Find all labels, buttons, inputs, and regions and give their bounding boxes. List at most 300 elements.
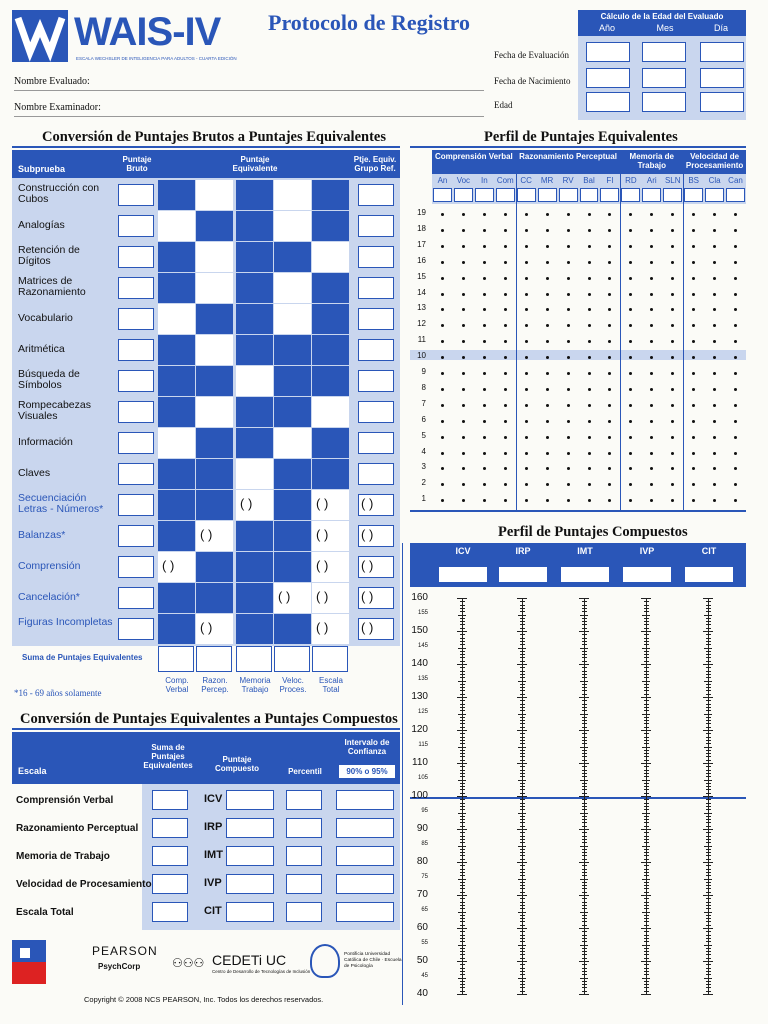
- profile-dot[interactable]: [525, 467, 528, 470]
- profile-dot[interactable]: [692, 277, 695, 280]
- profile-dot[interactable]: [441, 261, 444, 264]
- profile-dot[interactable]: [629, 499, 632, 502]
- profile-score-input[interactable]: [642, 188, 661, 202]
- profile-dot[interactable]: [650, 483, 653, 486]
- interval-input[interactable]: [336, 818, 394, 838]
- profile-dot[interactable]: [525, 372, 528, 375]
- profile-dot[interactable]: [546, 356, 549, 359]
- profile-dot[interactable]: [483, 388, 486, 391]
- profile-dot[interactable]: [546, 436, 549, 439]
- ref-group-input[interactable]: [358, 246, 394, 268]
- profile-dot[interactable]: [629, 467, 632, 470]
- profile-dot[interactable]: [608, 261, 611, 264]
- profile-dot[interactable]: [713, 436, 716, 439]
- profile-dot[interactable]: [588, 467, 591, 470]
- profile-dot[interactable]: [629, 372, 632, 375]
- scaled-score-cell[interactable]: [312, 242, 349, 272]
- raw-score-input[interactable]: [118, 339, 154, 361]
- profile-dot[interactable]: [650, 324, 653, 327]
- composite-input[interactable]: [226, 818, 274, 838]
- profile-dot[interactable]: [588, 261, 591, 264]
- profile-score-input[interactable]: [517, 188, 536, 202]
- profile-dot[interactable]: [483, 213, 486, 216]
- profile-dot[interactable]: [441, 404, 444, 407]
- profile-dot[interactable]: [504, 261, 507, 264]
- profile-dot[interactable]: [504, 467, 507, 470]
- profile-dot[interactable]: [546, 420, 549, 423]
- profile-dot[interactable]: [483, 467, 486, 470]
- profile-dot[interactable]: [713, 308, 716, 311]
- profile-dot[interactable]: [546, 467, 549, 470]
- profile-dot[interactable]: [525, 420, 528, 423]
- profile-dot[interactable]: [483, 356, 486, 359]
- profile-dot[interactable]: [546, 340, 549, 343]
- profile-dot[interactable]: [441, 420, 444, 423]
- profile-dot[interactable]: [504, 388, 507, 391]
- scaled-score-cell[interactable]: [196, 273, 233, 303]
- scaled-score-cell[interactable]: [196, 335, 233, 365]
- raw-score-input[interactable]: [118, 463, 154, 485]
- profile-dot[interactable]: [588, 420, 591, 423]
- profile-dot[interactable]: [713, 277, 716, 280]
- profile-dot[interactable]: [608, 293, 611, 296]
- profile-dot[interactable]: [546, 404, 549, 407]
- profile-dot[interactable]: [567, 467, 570, 470]
- profile-dot[interactable]: [734, 308, 737, 311]
- profile-dot[interactable]: [462, 499, 465, 502]
- profile-dot[interactable]: [441, 229, 444, 232]
- profile-dot[interactable]: [525, 245, 528, 248]
- profile-dot[interactable]: [525, 324, 528, 327]
- profile-dot[interactable]: [671, 467, 674, 470]
- percentile-input[interactable]: [286, 902, 322, 922]
- profile-dot[interactable]: [567, 420, 570, 423]
- profile-dot[interactable]: [567, 499, 570, 502]
- scaled-score-cell[interactable]: [196, 180, 233, 210]
- profile-dot[interactable]: [671, 404, 674, 407]
- profile-dot[interactable]: [483, 436, 486, 439]
- profile-dot[interactable]: [734, 388, 737, 391]
- raw-score-input[interactable]: [118, 184, 154, 206]
- profile-dot[interactable]: [483, 308, 486, 311]
- age-input-box[interactable]: [642, 68, 686, 88]
- profile-score-input[interactable]: [559, 188, 578, 202]
- profile-dot[interactable]: [734, 404, 737, 407]
- profile-dot[interactable]: [713, 452, 716, 455]
- scaled-score-cell[interactable]: [196, 242, 233, 272]
- profile-dot[interactable]: [504, 436, 507, 439]
- scale-sum-input[interactable]: [152, 846, 188, 866]
- profile-dot[interactable]: [650, 293, 653, 296]
- profile-dot[interactable]: [462, 467, 465, 470]
- profile-dot[interactable]: [483, 420, 486, 423]
- profile-dot[interactable]: [567, 372, 570, 375]
- profile-dot[interactable]: [567, 483, 570, 486]
- profile-dot[interactable]: [462, 261, 465, 264]
- profile-dot[interactable]: [650, 388, 653, 391]
- percentile-input[interactable]: [286, 818, 322, 838]
- profile-dot[interactable]: [567, 245, 570, 248]
- percentile-input[interactable]: [286, 874, 322, 894]
- raw-score-input[interactable]: [118, 556, 154, 578]
- sum-input[interactable]: [274, 646, 310, 672]
- profile-dot[interactable]: [588, 293, 591, 296]
- profile-dot[interactable]: [525, 436, 528, 439]
- profile-dot[interactable]: [525, 452, 528, 455]
- profile-dot[interactable]: [546, 261, 549, 264]
- profile-dot[interactable]: [671, 229, 674, 232]
- profile-dot[interactable]: [546, 293, 549, 296]
- scaled-score-cell[interactable]: [274, 180, 311, 210]
- profile-dot[interactable]: [546, 499, 549, 502]
- profile-dot[interactable]: [734, 372, 737, 375]
- scale-sum-input[interactable]: [152, 902, 188, 922]
- age-input-box[interactable]: [586, 68, 630, 88]
- scale-sum-input[interactable]: [152, 818, 188, 838]
- profile-dot[interactable]: [713, 499, 716, 502]
- profile-dot[interactable]: [692, 420, 695, 423]
- profile-dot[interactable]: [462, 483, 465, 486]
- profile-dot[interactable]: [734, 293, 737, 296]
- raw-score-input[interactable]: [118, 587, 154, 609]
- profile-dot[interactable]: [462, 340, 465, 343]
- profile-dot[interactable]: [504, 499, 507, 502]
- profile-dot[interactable]: [567, 293, 570, 296]
- profile-dot[interactable]: [692, 372, 695, 375]
- profile-dot[interactable]: [462, 372, 465, 375]
- profile-dot[interactable]: [629, 340, 632, 343]
- profile-dot[interactable]: [525, 388, 528, 391]
- profile-dot[interactable]: [692, 340, 695, 343]
- profile-dot[interactable]: [462, 213, 465, 216]
- sum-input[interactable]: [236, 646, 272, 672]
- profile-dot[interactable]: [608, 372, 611, 375]
- profile-dot[interactable]: [525, 229, 528, 232]
- profile-dot[interactable]: [650, 452, 653, 455]
- scaled-score-cell[interactable]: [196, 397, 233, 427]
- profile-dot[interactable]: [692, 308, 695, 311]
- profile-dot[interactable]: [713, 340, 716, 343]
- profile-dot[interactable]: [462, 245, 465, 248]
- profile-dot[interactable]: [629, 245, 632, 248]
- profile-dot[interactable]: [441, 436, 444, 439]
- profile-dot[interactable]: [650, 436, 653, 439]
- profile-dot[interactable]: [608, 324, 611, 327]
- profile-dot[interactable]: [441, 245, 444, 248]
- profile-dot[interactable]: [692, 452, 695, 455]
- profile-dot[interactable]: [671, 308, 674, 311]
- profile-score-input[interactable]: [475, 188, 494, 202]
- profile-dot[interactable]: [629, 229, 632, 232]
- profile-dot[interactable]: [483, 499, 486, 502]
- composite-input[interactable]: [226, 790, 274, 810]
- profile-dot[interactable]: [462, 404, 465, 407]
- profile-dot[interactable]: [504, 356, 507, 359]
- profile-dot[interactable]: [483, 452, 486, 455]
- sum-input[interactable]: [158, 646, 194, 672]
- profile-dot[interactable]: [588, 245, 591, 248]
- profile-dot[interactable]: [608, 388, 611, 391]
- raw-score-input[interactable]: [118, 246, 154, 268]
- composite-input[interactable]: [226, 874, 274, 894]
- scaled-score-cell[interactable]: [158, 211, 195, 241]
- profile-dot[interactable]: [567, 404, 570, 407]
- profile-dot[interactable]: [734, 483, 737, 486]
- profile-dot[interactable]: [525, 404, 528, 407]
- profile-dot[interactable]: [567, 308, 570, 311]
- profile-dot[interactable]: [567, 356, 570, 359]
- profile-dot[interactable]: [462, 356, 465, 359]
- profile-dot[interactable]: [441, 308, 444, 311]
- age-input-box[interactable]: [700, 68, 744, 88]
- profile-dot[interactable]: [608, 308, 611, 311]
- profile-dot[interactable]: [567, 452, 570, 455]
- profile-dot[interactable]: [588, 483, 591, 486]
- profile-dot[interactable]: [504, 324, 507, 327]
- profile-dot[interactable]: [650, 261, 653, 264]
- profile-dot[interactable]: [671, 452, 674, 455]
- profile-dot[interactable]: [441, 388, 444, 391]
- profile-dot[interactable]: [567, 261, 570, 264]
- profile-dot[interactable]: [650, 499, 653, 502]
- profile-dot[interactable]: [588, 452, 591, 455]
- profile-dot[interactable]: [567, 277, 570, 280]
- ref-group-input[interactable]: [358, 463, 394, 485]
- raw-score-input[interactable]: [118, 432, 154, 454]
- profile-dot[interactable]: [546, 229, 549, 232]
- profile-dot[interactable]: [525, 499, 528, 502]
- profile-dot[interactable]: [588, 308, 591, 311]
- profile-dot[interactable]: [671, 388, 674, 391]
- profile-dot[interactable]: [629, 452, 632, 455]
- ref-group-input[interactable]: [358, 277, 394, 299]
- raw-score-input[interactable]: [118, 370, 154, 392]
- profile-dot[interactable]: [671, 436, 674, 439]
- profile-dot[interactable]: [462, 308, 465, 311]
- profile-dot[interactable]: [567, 229, 570, 232]
- scaled-score-cell[interactable]: [236, 366, 273, 396]
- profile-dot[interactable]: [483, 372, 486, 375]
- profile-dot[interactable]: [734, 245, 737, 248]
- profile-dot[interactable]: [629, 261, 632, 264]
- age-input-box[interactable]: [586, 42, 630, 62]
- profile-dot[interactable]: [588, 499, 591, 502]
- profile-dot[interactable]: [692, 467, 695, 470]
- interval-input[interactable]: [336, 790, 394, 810]
- profile-dot[interactable]: [629, 277, 632, 280]
- profile-dot[interactable]: [608, 420, 611, 423]
- scale-sum-input[interactable]: [152, 874, 188, 894]
- age-input-box[interactable]: [642, 92, 686, 112]
- raw-score-input[interactable]: [118, 401, 154, 423]
- raw-score-input[interactable]: [118, 308, 154, 330]
- interval-input[interactable]: [336, 846, 394, 866]
- profile-dot[interactable]: [504, 245, 507, 248]
- profile-dot[interactable]: [441, 483, 444, 486]
- profile-dot[interactable]: [588, 404, 591, 407]
- profile-dot[interactable]: [525, 356, 528, 359]
- profile-dot[interactable]: [692, 483, 695, 486]
- profile-dot[interactable]: [525, 261, 528, 264]
- profile-dot[interactable]: [483, 245, 486, 248]
- profile-dot[interactable]: [692, 293, 695, 296]
- profile-dot[interactable]: [546, 483, 549, 486]
- sum-input[interactable]: [312, 646, 348, 672]
- profile-dot[interactable]: [567, 213, 570, 216]
- profile-dot[interactable]: [462, 436, 465, 439]
- profile-dot[interactable]: [713, 213, 716, 216]
- profile-dot[interactable]: [713, 388, 716, 391]
- percentile-input[interactable]: [286, 846, 322, 866]
- profile-dot[interactable]: [713, 324, 716, 327]
- profile-dot[interactable]: [441, 293, 444, 296]
- profile-dot[interactable]: [692, 388, 695, 391]
- profile-dot[interactable]: [734, 213, 737, 216]
- profile-dot[interactable]: [671, 245, 674, 248]
- profile-dot[interactable]: [608, 229, 611, 232]
- profile-dot[interactable]: [692, 261, 695, 264]
- profile-dot[interactable]: [525, 277, 528, 280]
- profile-dot[interactable]: [608, 404, 611, 407]
- profile-dot[interactable]: [671, 213, 674, 216]
- interval-input[interactable]: [336, 874, 394, 894]
- profile-dot[interactable]: [504, 293, 507, 296]
- profile-dot[interactable]: [629, 293, 632, 296]
- profile-dot[interactable]: [504, 404, 507, 407]
- ref-group-input[interactable]: [358, 184, 394, 206]
- profile-dot[interactable]: [462, 452, 465, 455]
- profile-dot[interactable]: [525, 213, 528, 216]
- profile-score-input[interactable]: [538, 188, 557, 202]
- sum-input[interactable]: [196, 646, 232, 672]
- profile-dot[interactable]: [671, 483, 674, 486]
- profile-dot[interactable]: [650, 404, 653, 407]
- profile-dot[interactable]: [483, 340, 486, 343]
- ref-group-input[interactable]: [358, 339, 394, 361]
- profile-score-input[interactable]: [496, 188, 515, 202]
- raw-score-input[interactable]: [118, 277, 154, 299]
- age-input-box[interactable]: [642, 42, 686, 62]
- profile-dot[interactable]: [608, 483, 611, 486]
- profile-dot[interactable]: [629, 324, 632, 327]
- profile-dot[interactable]: [734, 420, 737, 423]
- profile-score-input[interactable]: [684, 188, 703, 202]
- profile-dot[interactable]: [650, 308, 653, 311]
- raw-score-input[interactable]: [118, 215, 154, 237]
- composite-input[interactable]: [226, 902, 274, 922]
- scaled-score-cell[interactable]: [158, 428, 195, 458]
- profile-dot[interactable]: [441, 452, 444, 455]
- profile-dot[interactable]: [692, 245, 695, 248]
- profile-dot[interactable]: [692, 436, 695, 439]
- ref-group-input[interactable]: [358, 401, 394, 423]
- age-input-box[interactable]: [586, 92, 630, 112]
- profile-dot[interactable]: [588, 388, 591, 391]
- scaled-score-cell[interactable]: [274, 211, 311, 241]
- profile-dot[interactable]: [629, 404, 632, 407]
- composite-profile-input[interactable]: [560, 566, 610, 583]
- profile-dot[interactable]: [734, 499, 737, 502]
- profile-dot[interactable]: [525, 483, 528, 486]
- profile-dot[interactable]: [441, 372, 444, 375]
- profile-dot[interactable]: [441, 467, 444, 470]
- profile-dot[interactable]: [504, 277, 507, 280]
- profile-dot[interactable]: [483, 261, 486, 264]
- profile-dot[interactable]: [588, 372, 591, 375]
- raw-score-input[interactable]: [118, 525, 154, 547]
- profile-dot[interactable]: [671, 499, 674, 502]
- profile-dot[interactable]: [734, 467, 737, 470]
- profile-dot[interactable]: [713, 293, 716, 296]
- profile-dot[interactable]: [441, 324, 444, 327]
- profile-dot[interactable]: [525, 340, 528, 343]
- profile-dot[interactable]: [650, 340, 653, 343]
- composite-profile-input[interactable]: [438, 566, 488, 583]
- profile-dot[interactable]: [504, 420, 507, 423]
- profile-dot[interactable]: [504, 452, 507, 455]
- profile-dot[interactable]: [734, 452, 737, 455]
- profile-dot[interactable]: [734, 340, 737, 343]
- profile-score-input[interactable]: [580, 188, 599, 202]
- profile-dot[interactable]: [504, 483, 507, 486]
- profile-dot[interactable]: [546, 372, 549, 375]
- profile-score-input[interactable]: [621, 188, 640, 202]
- profile-dot[interactable]: [483, 324, 486, 327]
- composite-profile-input[interactable]: [684, 566, 734, 583]
- profile-dot[interactable]: [692, 324, 695, 327]
- profile-dot[interactable]: [671, 324, 674, 327]
- profile-dot[interactable]: [608, 245, 611, 248]
- interval-input[interactable]: [336, 902, 394, 922]
- profile-dot[interactable]: [441, 340, 444, 343]
- profile-dot[interactable]: [650, 213, 653, 216]
- profile-dot[interactable]: [713, 404, 716, 407]
- profile-dot[interactable]: [462, 420, 465, 423]
- profile-dot[interactable]: [650, 245, 653, 248]
- profile-dot[interactable]: [504, 229, 507, 232]
- profile-dot[interactable]: [546, 277, 549, 280]
- profile-dot[interactable]: [629, 308, 632, 311]
- profile-score-input[interactable]: [705, 188, 724, 202]
- profile-dot[interactable]: [734, 324, 737, 327]
- age-input-box[interactable]: [700, 92, 744, 112]
- profile-dot[interactable]: [608, 436, 611, 439]
- profile-dot[interactable]: [546, 324, 549, 327]
- profile-dot[interactable]: [692, 499, 695, 502]
- profile-dot[interactable]: [713, 261, 716, 264]
- profile-dot[interactable]: [692, 213, 695, 216]
- profile-dot[interactable]: [629, 436, 632, 439]
- profile-dot[interactable]: [483, 483, 486, 486]
- profile-dot[interactable]: [671, 261, 674, 264]
- profile-dot[interactable]: [462, 229, 465, 232]
- profile-dot[interactable]: [462, 388, 465, 391]
- raw-score-input[interactable]: [118, 618, 154, 640]
- profile-dot[interactable]: [650, 277, 653, 280]
- profile-dot[interactable]: [588, 229, 591, 232]
- profile-dot[interactable]: [608, 277, 611, 280]
- profile-score-input[interactable]: [663, 188, 682, 202]
- scaled-score-cell[interactable]: [312, 397, 349, 427]
- profile-dot[interactable]: [671, 293, 674, 296]
- profile-dot[interactable]: [629, 388, 632, 391]
- profile-dot[interactable]: [692, 229, 695, 232]
- scaled-score-cell[interactable]: [274, 304, 311, 334]
- profile-dot[interactable]: [734, 436, 737, 439]
- profile-dot[interactable]: [462, 277, 465, 280]
- profile-dot[interactable]: [608, 499, 611, 502]
- profile-dot[interactable]: [525, 293, 528, 296]
